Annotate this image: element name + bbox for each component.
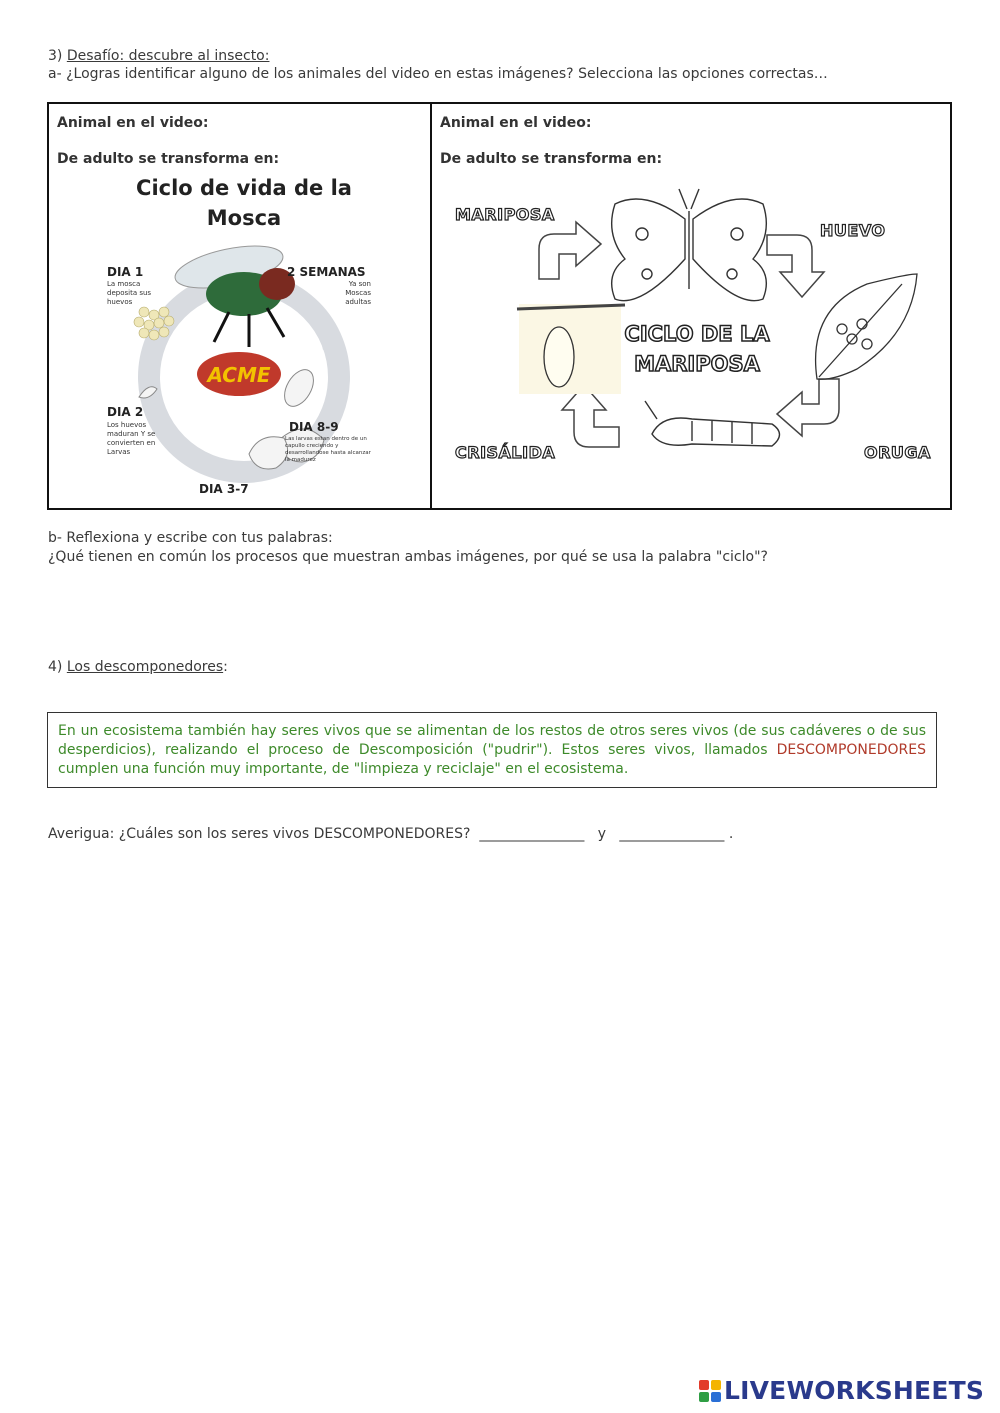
fly-cell xyxy=(48,103,431,509)
question-b-text: ¿Qué tienen en común los procesos que muestran ambas imágenes, por qué se usa la palabra "ciclo"? xyxy=(48,549,768,565)
fly-stage-2-title: 2 SEMANAS xyxy=(287,265,366,279)
acme-brand-text: ACME xyxy=(207,363,271,387)
fly-life-cycle-image xyxy=(99,172,389,500)
label-crisalida: CRISÁLIDA xyxy=(455,443,556,462)
question-b-intro: b- Reflexiona y escribe con tus palabras: xyxy=(48,530,333,546)
butterfly-icon xyxy=(612,189,767,301)
fly-stage-2-desc: Ya son Moscas adultas xyxy=(345,280,371,306)
activity-table xyxy=(47,102,952,510)
butterfly-cycle-title-line2: MARIPOSA xyxy=(634,352,760,376)
logo-blocks-icon xyxy=(698,1379,722,1403)
section-4-heading xyxy=(48,659,228,675)
section-3-number: 3) xyxy=(48,48,63,64)
question-a: a- ¿Logras identificar alguno de los animales del video en estas imágenes? Selecciona las opciones correctas… xyxy=(48,66,828,82)
caterpillar-icon xyxy=(645,401,780,446)
butterfly-animal-label: Animal en el video: xyxy=(440,115,592,131)
fly-cycle-title-line2: Mosca xyxy=(206,206,282,230)
logo-text: LIVEWORKSHEETS xyxy=(724,1376,985,1405)
butterfly-life-cycle-image xyxy=(447,179,942,471)
answer-end: . xyxy=(728,826,734,842)
leaf-eggs-icon xyxy=(816,274,917,379)
fly-stage-4-desc: Las larvas estan dentro de un capullo creciendo y desarrollandose hasta alcanzar la madurez xyxy=(285,436,371,463)
section-3-heading xyxy=(48,48,269,64)
info-highlight: DESCOMPONEDORES xyxy=(776,742,926,758)
answer-blank-2[interactable]: _______________ xyxy=(619,826,725,842)
label-huevo: HUEVO xyxy=(820,221,886,240)
section-4-colon: : xyxy=(223,659,228,675)
section-4-number: 4) xyxy=(48,659,63,675)
answer-blank-1[interactable]: _______________ xyxy=(479,826,585,842)
butterfly-cell xyxy=(431,103,951,509)
answer-connector: y xyxy=(597,826,606,842)
label-oruga: ORUGA xyxy=(864,443,931,462)
decomposers-info-box xyxy=(47,712,937,788)
fly-stage-1-desc: La mosca deposita sus huevos xyxy=(107,280,152,306)
fly-cycle-title-line1: Ciclo de vida de la xyxy=(136,176,352,200)
fly-stage-5-title: DIA 3-7 xyxy=(199,482,249,496)
butterfly-cycle-title-line1: CICLO DE LA xyxy=(624,322,770,346)
fly-stage-4-title: DIA 8-9 xyxy=(289,420,339,434)
section-4-title: Los descomponedores xyxy=(66,659,224,675)
fly-stage-1-title: DIA 1 xyxy=(107,265,144,279)
label-mariposa: MARIPOSA xyxy=(455,205,555,224)
fly-adult-label: De adulto se transforma en: xyxy=(57,151,280,167)
info-text-part2: cumplen una función muy importante, de "limpieza y reciclaje" en el ecosistema. xyxy=(58,761,629,777)
section-3-title: Desafío: descubre al insecto: xyxy=(66,48,270,64)
fly-stage-3-title: DIA 2 xyxy=(107,405,144,419)
decomposers-question: Averigua: ¿Cuáles son los seres vivos DESCOMPONEDORES? xyxy=(48,826,471,842)
liveworksheets-logo[interactable] xyxy=(698,1376,984,1405)
decomposers-question-line xyxy=(48,826,733,842)
eggs-icon xyxy=(134,307,174,340)
butterfly-adult-label: De adulto se transforma en: xyxy=(440,151,663,167)
fly-stage-3-desc: Los huevos maduran Y se convierten en Larvas xyxy=(107,421,156,456)
fly-animal-label: Animal en el video: xyxy=(57,115,209,131)
info-text-part1: En un ecosistema también hay seres vivos que se alimentan de los restos de otros seres vivos (de sus cadáveres o de sus desperdicios), realizando el proceso de Descomposición ("pudrir"). Estos seres vivos, llamados xyxy=(58,723,926,758)
